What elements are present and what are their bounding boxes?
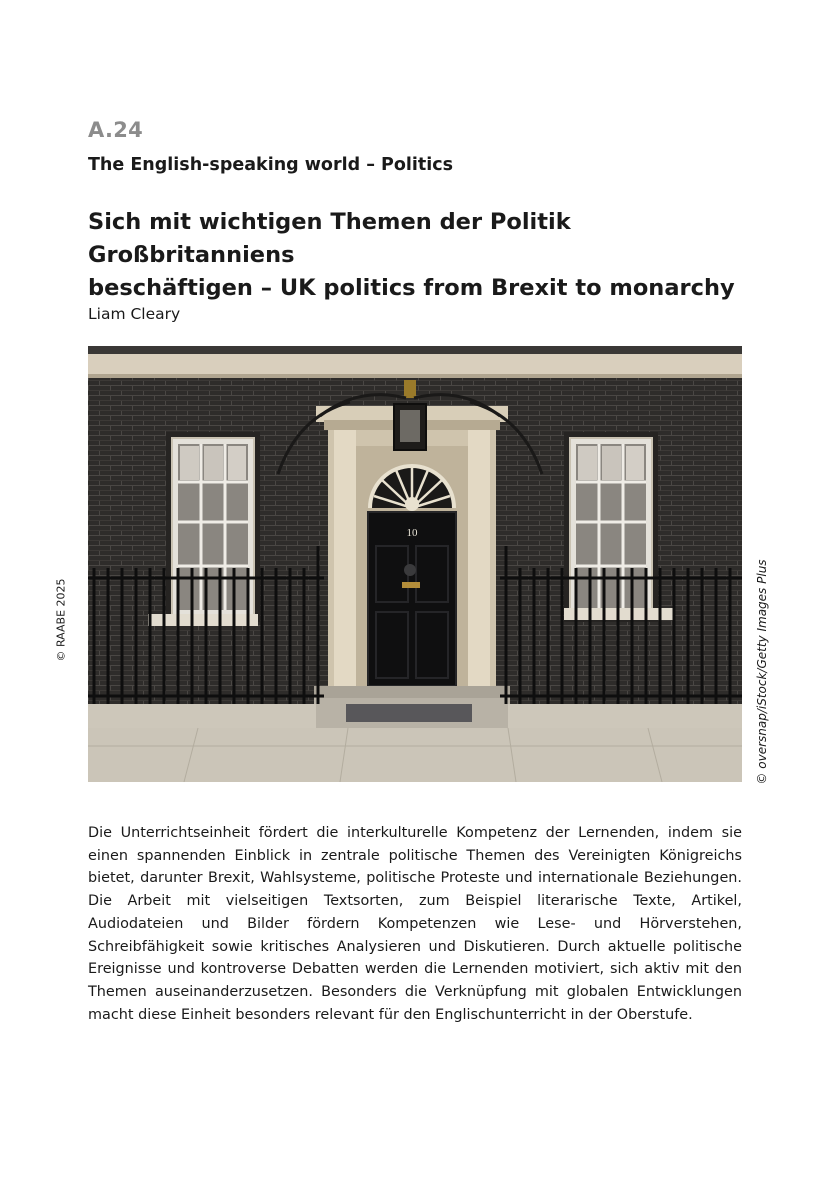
- front-door: [368, 512, 456, 686]
- title-line-2: beschäftigen – UK politics from Brexit to monarchy: [88, 275, 735, 301]
- page-title: [88, 206, 748, 305]
- series-title: The English-speaking world – Politics: [88, 155, 454, 175]
- copyright-label: © RAABE 2025: [54, 578, 68, 662]
- unit-code: A.24: [88, 118, 144, 142]
- title-line-1: Sich mit wichtigen Themen der Politik Großbritanniens: [88, 209, 571, 268]
- photo-credit: © oversnap/iStock/Getty Images Plus: [755, 559, 769, 785]
- door-number: 10: [406, 527, 418, 539]
- author-name: Liam Cleary: [88, 305, 181, 323]
- left-railings: [88, 546, 324, 704]
- intro-paragraph: Die Unterrichtseinheit fördert die interkulturelle Kompetenz der Lernenden, indem sie einen spannenden Einblick in zentrale politische Themen des Vereinigten Königreichs bietet, darunter Brexit, Wahlsysteme, politische Proteste und internationale Beziehungen. Die Arbeit mit vielseitigen Textsorten, zum Beispiel literarische Texte, Artikel, Audiodateien und Bilder fördern Kompetenzen wie Lese- und Hörverstehen, Schreibfähigkeit sowie kritisches Analysieren und Diskutieren. Durch aktuelle politische Ereignisse und kontroverse Debatten werden die Lernenden motiviert, sich aktiv mit den Themen auseinanderzusetzen. Besonders die Verknüpfung mit globalen Entwicklungen macht diese Einheit besonders relevant für den Englischunterricht in der Oberstufe.: [88, 825, 742, 1023]
- downing-street-photo: [88, 346, 742, 782]
